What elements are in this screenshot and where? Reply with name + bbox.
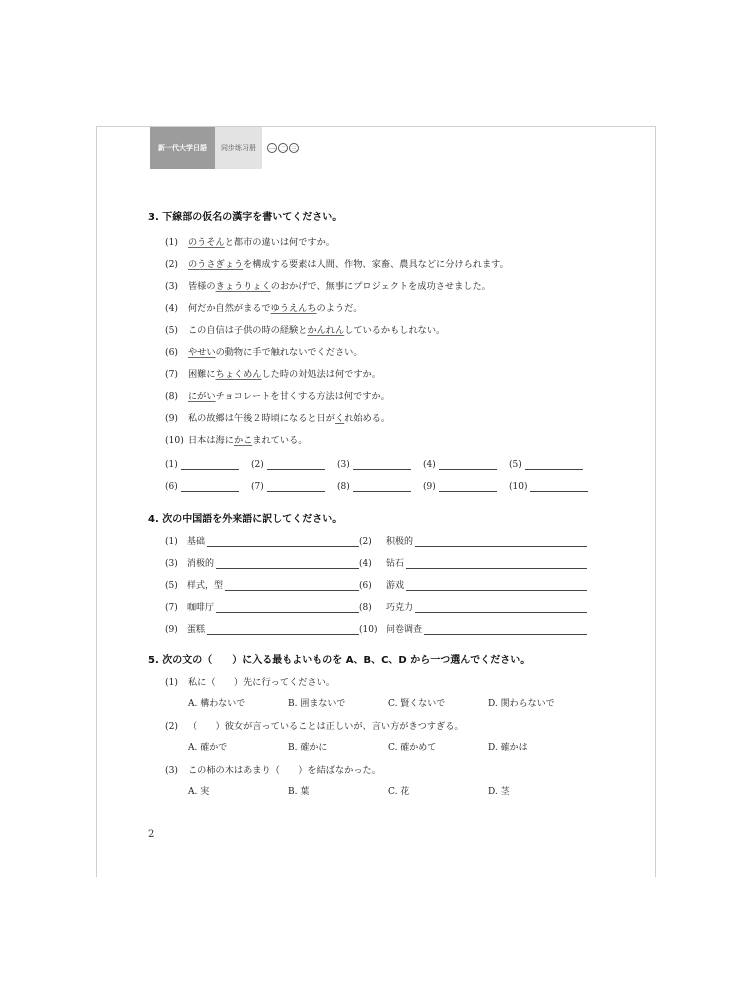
option-b[interactable]: B. 確かに bbox=[288, 743, 328, 753]
answer-row bbox=[165, 460, 595, 470]
translation-row bbox=[165, 534, 587, 547]
answer-blank[interactable] bbox=[353, 482, 411, 492]
item-number: (7) bbox=[165, 603, 178, 613]
answer-blank[interactable] bbox=[530, 482, 588, 492]
choice-options bbox=[188, 784, 588, 797]
series-title: 新一代大学日語 bbox=[150, 127, 215, 169]
answer-label: (7) bbox=[251, 482, 264, 492]
page-number: 2 bbox=[148, 829, 155, 840]
question-item: (3) 皆様のきょうりょくのおかげで、無事にプロジェクトを成功させました。 bbox=[165, 281, 491, 292]
item-number: (2) bbox=[359, 537, 372, 547]
answer-label: (4) bbox=[423, 460, 436, 470]
translation-row bbox=[165, 578, 587, 591]
option-a[interactable]: A. 構わないで bbox=[188, 699, 246, 709]
item-number: (1) bbox=[165, 537, 178, 547]
item-number: (3) bbox=[165, 559, 178, 569]
answer-blank[interactable] bbox=[525, 460, 583, 470]
translation-row bbox=[165, 600, 587, 613]
source-word: 基础 bbox=[187, 537, 206, 547]
answer-blank[interactable] bbox=[207, 624, 359, 635]
source-word: 样式，型 bbox=[187, 581, 224, 591]
answer-blank[interactable] bbox=[353, 460, 411, 470]
option-c[interactable]: C. 賢くないで bbox=[388, 699, 446, 709]
volume-mark: 一 bbox=[267, 143, 277, 153]
question-item: (5) この自信は子供の時の経験とかんれんしているかもしれない。 bbox=[165, 325, 446, 336]
answer-label: (5) bbox=[509, 460, 522, 470]
volume-mark: 二 bbox=[278, 143, 288, 153]
answer-row bbox=[165, 482, 595, 492]
source-word: 巧克力 bbox=[386, 603, 414, 613]
option-c[interactable]: C. 花 bbox=[388, 787, 410, 797]
option-a[interactable]: A. 実 bbox=[188, 787, 210, 797]
item-number: (5) bbox=[165, 581, 178, 591]
answer-label: (8) bbox=[337, 482, 350, 492]
question-item: (10) 日本は海にかこまれている。 bbox=[165, 435, 308, 446]
answer-blank[interactable] bbox=[267, 460, 325, 470]
choice-options bbox=[188, 696, 588, 709]
source-word: 蛋糕 bbox=[187, 625, 206, 635]
option-b[interactable]: B. 囲まないで bbox=[288, 699, 346, 709]
answer-blank[interactable] bbox=[439, 460, 497, 470]
answer-label: (6) bbox=[165, 482, 178, 492]
item-number: (9) bbox=[165, 625, 178, 635]
source-word: 咖啡厅 bbox=[187, 603, 215, 613]
question-item: (7) 困難にちょくめんした時の対処法は何ですか。 bbox=[165, 369, 381, 380]
question-item: (9) 私の故郷は午後２時頃になると日がくれ始める。 bbox=[165, 413, 391, 424]
answer-blank[interactable] bbox=[207, 536, 359, 547]
option-c[interactable]: C. 確かめて bbox=[388, 743, 437, 753]
question-item: (6) やせいの動物に手で触れないでください。 bbox=[165, 347, 363, 358]
question-item: (4) 何だか自然がまるでゆうえんちのようだ。 bbox=[165, 303, 363, 314]
answer-blank[interactable] bbox=[181, 460, 239, 470]
answer-blank[interactable] bbox=[415, 602, 587, 613]
source-word: 问卷调查 bbox=[386, 625, 423, 635]
answer-blank[interactable] bbox=[181, 482, 239, 492]
answer-label: (10) bbox=[509, 482, 528, 492]
answer-blank[interactable] bbox=[216, 602, 359, 613]
item-number: (4) bbox=[359, 559, 372, 569]
answer-blank[interactable] bbox=[216, 558, 359, 569]
choice-question: (2) （ ）彼女が言っていることは正しいが、言い方がきつすぎる。 bbox=[165, 721, 464, 732]
source-word: 游戏 bbox=[386, 581, 405, 591]
source-word: 钻石 bbox=[386, 559, 405, 569]
answer-blank[interactable] bbox=[225, 580, 359, 591]
answer-blank[interactable] bbox=[415, 536, 587, 547]
answer-label: (1) bbox=[165, 460, 178, 470]
option-d[interactable]: D. 確かは bbox=[488, 743, 528, 753]
option-d[interactable]: D. 関わらないで bbox=[488, 699, 555, 709]
item-number: (10) bbox=[359, 625, 378, 635]
choice-question: (1) 私に（ ）先に行ってください。 bbox=[165, 677, 335, 688]
volume-mark: 三 bbox=[289, 143, 299, 153]
choice-question: (3) この柿の木はあまり（ ）を結ばなかった。 bbox=[165, 765, 381, 776]
choice-options bbox=[188, 740, 588, 753]
answer-label: (2) bbox=[251, 460, 264, 470]
source-word: 消极的 bbox=[187, 559, 215, 569]
question-item: (8) にがいチョコレートを甘くする方法は何ですか。 bbox=[165, 391, 390, 402]
option-b[interactable]: B. 葉 bbox=[288, 787, 310, 797]
answer-blank[interactable] bbox=[406, 558, 587, 569]
running-header bbox=[150, 127, 300, 169]
answer-blank[interactable] bbox=[406, 580, 587, 591]
book-title: 同步练习册 bbox=[215, 127, 262, 169]
option-d[interactable]: D. 茎 bbox=[488, 787, 510, 797]
answer-label: (3) bbox=[337, 460, 350, 470]
answer-label: (9) bbox=[423, 482, 436, 492]
question-item: (1) のうそんと都市の違いは何ですか。 bbox=[165, 237, 335, 248]
answer-blank[interactable] bbox=[267, 482, 325, 492]
question-item: (2) のうさぎょうを構成する要素は人間、作物、家畜、農具などに分けられます。 bbox=[165, 259, 509, 270]
answer-blank[interactable] bbox=[439, 482, 497, 492]
volume-marks bbox=[267, 127, 300, 169]
section-4-title: 4. 次の中国語を外来語に訳してください。 bbox=[148, 514, 343, 525]
item-number: (8) bbox=[359, 603, 372, 613]
translation-row bbox=[165, 622, 587, 635]
section-3-title: 3. 下線部の仮名の漢字を書いてください。 bbox=[148, 212, 343, 223]
section-5-title: 5. 次の文の（ ）に入る最もよいものを A、B、C、D から一つ選んでください。 bbox=[148, 655, 531, 666]
item-number: (6) bbox=[359, 581, 372, 591]
source-word: 积极的 bbox=[386, 537, 414, 547]
translation-row bbox=[165, 556, 587, 569]
answer-blank[interactable] bbox=[424, 624, 587, 635]
option-a[interactable]: A. 確かで bbox=[188, 743, 228, 753]
